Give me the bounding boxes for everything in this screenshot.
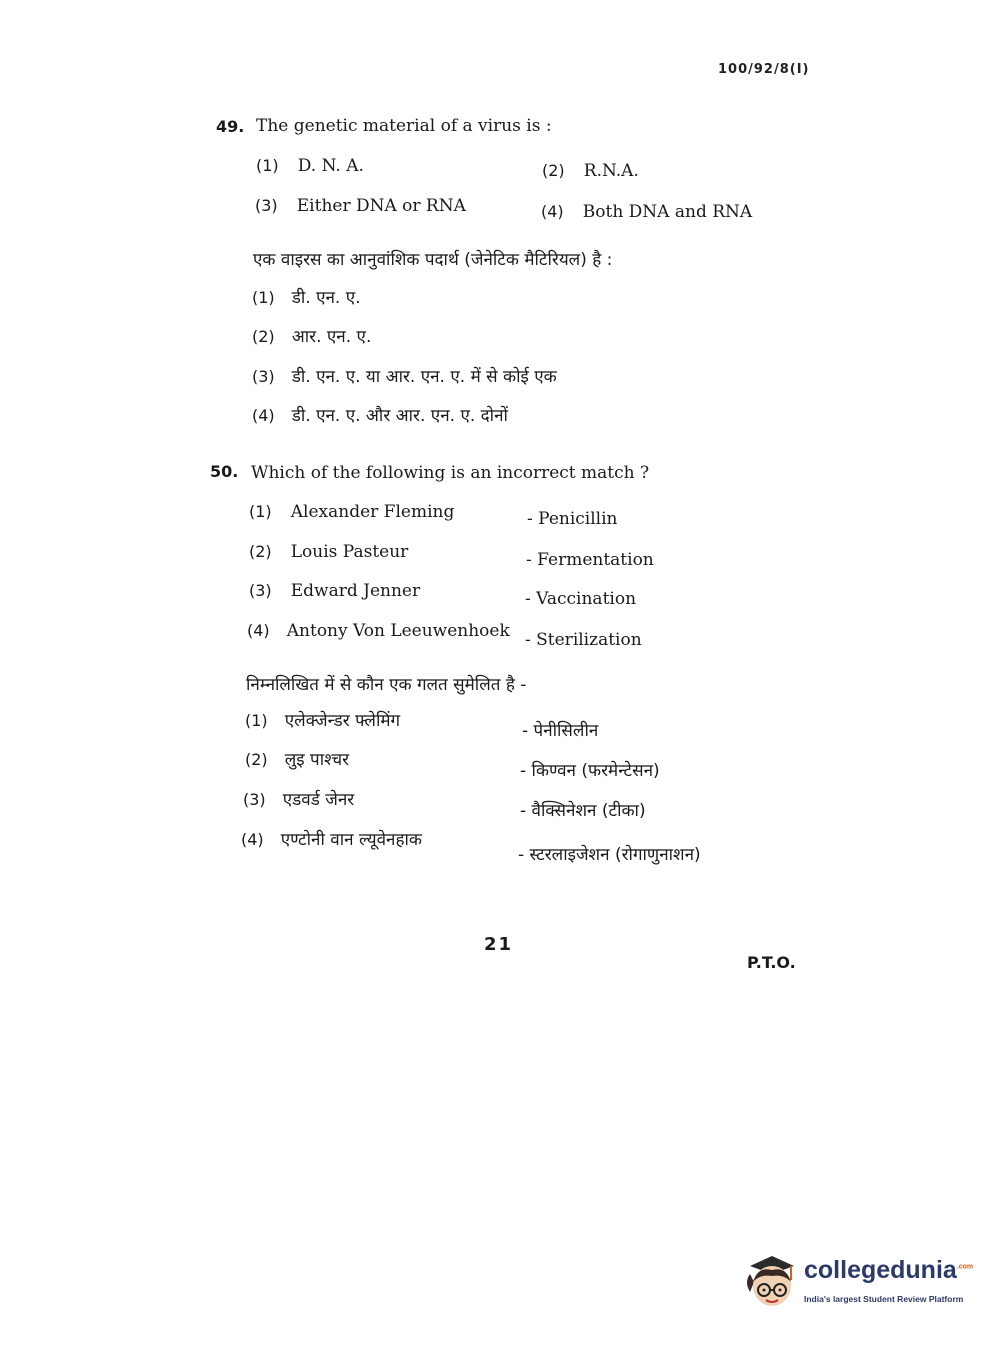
option-text: डी. एन. ए. या आर. एन. ए. में से कोई एक bbox=[291, 367, 557, 387]
option-number: (1) bbox=[256, 156, 279, 175]
match-left: Louis Pasteur bbox=[290, 542, 409, 562]
match-left: एडवर्ड जेनर bbox=[282, 790, 355, 810]
option-number: (3) bbox=[243, 790, 266, 809]
option-text: आर. एन. ए. bbox=[291, 327, 372, 347]
option-number: (1) bbox=[249, 502, 272, 521]
match-left: लुइ पाश्चर bbox=[284, 750, 350, 770]
question-text-hi: एक वाइरस का आनुवांशिक पदार्थ (जेनेटिक मैटिरियल) है : bbox=[253, 250, 613, 270]
option-text: डी. एन. ए. bbox=[291, 288, 361, 308]
collegedunia-logo bbox=[742, 1252, 972, 1322]
option-text: Either DNA or RNA bbox=[296, 196, 466, 216]
option-text: R.N.A. bbox=[583, 161, 639, 181]
match-right: - Vaccination bbox=[525, 589, 637, 609]
option-1-hi bbox=[252, 285, 361, 308]
match-left: Alexander Fleming bbox=[290, 502, 455, 522]
match-row-2-en bbox=[249, 542, 408, 562]
option-number: (4) bbox=[541, 202, 564, 221]
match-left: एण्टोनी वान ल्यूवेनहाक bbox=[280, 830, 422, 850]
option-number: (3) bbox=[249, 581, 272, 600]
question-text-en: Which of the following is an incorrect match ? bbox=[251, 463, 650, 483]
match-right: - Penicillin bbox=[527, 509, 618, 529]
option-text: D. N. A. bbox=[297, 156, 364, 176]
option-2-en bbox=[542, 161, 639, 181]
option-number: (2) bbox=[245, 750, 268, 769]
option-4-en bbox=[541, 202, 752, 222]
match-right: - पेनीसिलीन bbox=[522, 721, 599, 741]
option-3-hi bbox=[252, 364, 557, 387]
option-1-en bbox=[256, 156, 364, 176]
question-number: 50. bbox=[210, 462, 239, 481]
match-row-2-hi bbox=[245, 747, 349, 770]
match-row-1-en bbox=[249, 502, 454, 522]
match-right: - स्टरलाइजेशन (रोगाणुनाशन) bbox=[518, 845, 701, 865]
mascot-icon bbox=[742, 1252, 802, 1316]
option-number: (4) bbox=[241, 830, 264, 849]
match-right: - वैक्सिनेशन (टीका) bbox=[520, 801, 646, 821]
match-right: - Fermentation bbox=[526, 550, 654, 570]
option-number: (1) bbox=[252, 288, 275, 307]
match-row-1-hi bbox=[245, 708, 400, 731]
match-right: - Sterilization bbox=[525, 630, 642, 650]
match-left: Antony Von Leeuwenhoek bbox=[286, 621, 510, 641]
option-text: डी. एन. ए. और आर. एन. ए. दोनों bbox=[291, 406, 508, 426]
brand-name: collegedunia$^{.com}$ bbox=[804, 1256, 974, 1284]
option-number: (2) bbox=[249, 542, 272, 561]
match-left: Edward Jenner bbox=[290, 581, 421, 601]
match-row-4-hi bbox=[241, 827, 422, 850]
match-left: एलेक्जेन्डर फ्लेमिंग bbox=[284, 711, 401, 731]
question-text-en: The genetic material of a virus is : bbox=[256, 116, 552, 136]
match-row-3-en bbox=[249, 581, 420, 601]
option-2-hi bbox=[252, 324, 371, 347]
brand-tagline: India's largest Student Review Platform bbox=[804, 1294, 964, 1304]
match-right: - किण्वन (फरमेन्टेसन) bbox=[520, 761, 660, 781]
option-text: Both DNA and RNA bbox=[582, 202, 753, 222]
question-text-hi: निम्नलिखित में से कौन एक गलत सुमेलित है - bbox=[246, 675, 527, 695]
option-4-hi bbox=[252, 403, 508, 426]
option-number: (3) bbox=[252, 367, 275, 386]
option-number: (3) bbox=[255, 196, 278, 215]
page-number: 21 bbox=[484, 934, 514, 955]
option-number: (1) bbox=[245, 711, 268, 730]
option-number: (2) bbox=[542, 161, 565, 180]
option-3-en bbox=[255, 196, 466, 216]
option-number: (2) bbox=[252, 327, 275, 346]
option-number: (4) bbox=[252, 406, 275, 425]
match-row-3-hi bbox=[243, 787, 354, 810]
paper-code: 100/92/8(I) bbox=[718, 62, 810, 77]
question-number: 49. bbox=[216, 117, 245, 136]
option-number: (4) bbox=[247, 621, 270, 640]
pto-label: P.T.O. bbox=[747, 953, 796, 972]
match-row-4-en bbox=[247, 621, 510, 641]
